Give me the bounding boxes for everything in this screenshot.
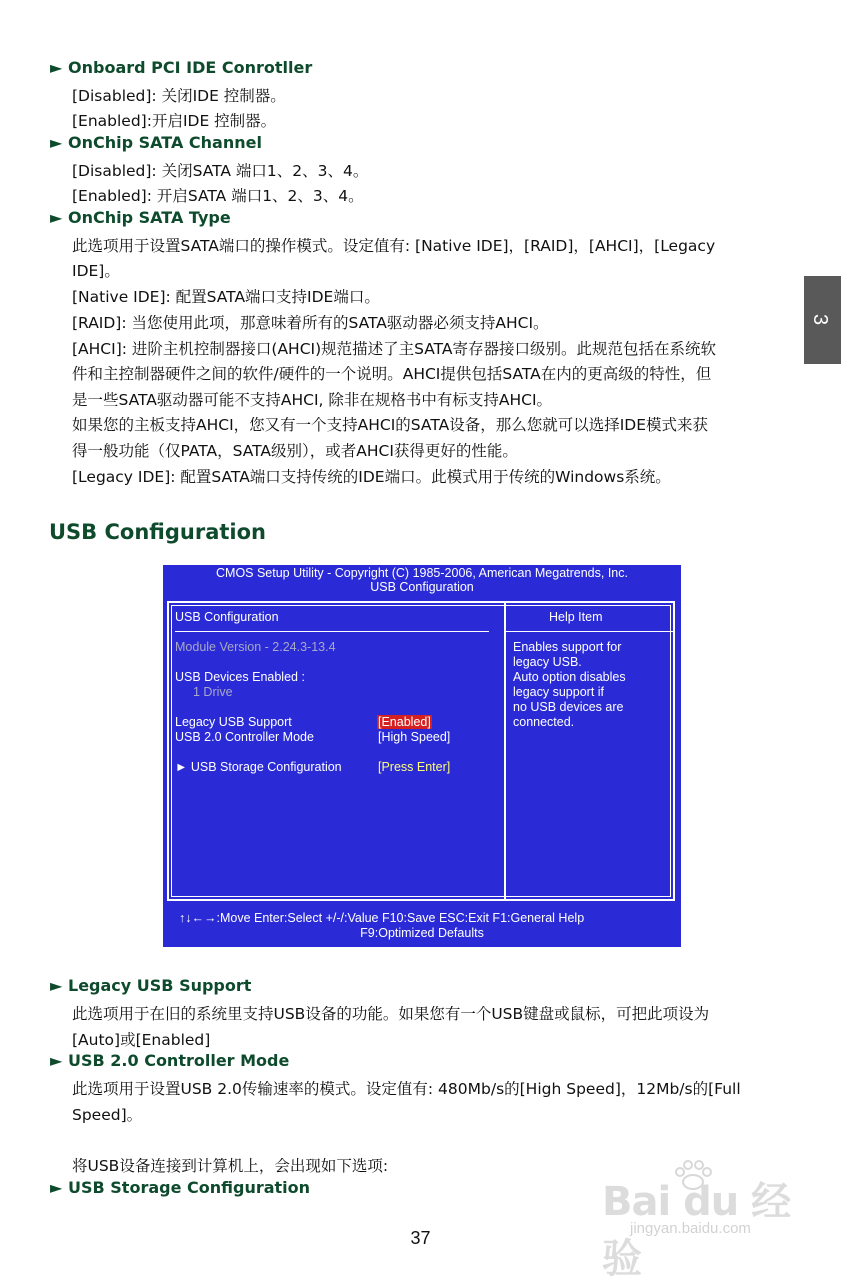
- bios-usb-storage-config[interactable]: ► USB Storage Configuration: [175, 760, 342, 774]
- page-number: 37: [410, 1228, 431, 1248]
- triangle-bullet-icon: ►: [50, 208, 63, 227]
- text-line: [Legacy IDE]: 配置SATA端口支持传统的IDE端口。此模式用于传统的Windows系统。: [72, 468, 671, 486]
- bios-title-underline: [175, 631, 489, 632]
- bios-help-line: legacy support if: [513, 685, 605, 699]
- bios-help-divider: [506, 631, 673, 632]
- text-line: [Native IDE]: 配置SATA端口支持IDE端口。: [72, 288, 380, 306]
- heading-usb-controller-mode: ► USB 2.0 Controller Mode: [50, 1051, 290, 1070]
- text-line: [Disabled]: 关闭IDE 控制器。: [72, 87, 286, 105]
- text-line: Speed]。: [72, 1106, 143, 1124]
- bios-help-line: legacy USB.: [513, 655, 582, 669]
- text-line: [RAID]: 当您使用此项，那意味着所有的SATA驱动器必须支持AHCI。: [72, 314, 549, 332]
- heading-legacy-usb-support: ► Legacy USB Support: [50, 976, 252, 995]
- heading-onboard-pci-ide: ► Onboard PCI IDE Conrotller: [50, 58, 313, 77]
- text-line: 如果您的主板支持AHCI，您又有一个支持AHCI的SATA设备，那么您就可以选择IDE模式来获: [72, 416, 709, 434]
- bios-module-version: Module Version - 2.24.3-13.4: [175, 640, 336, 654]
- text-line: 件和主控制器硬件之间的软件/硬件的一个说明。AHCI提供包括SATA在内的更高级的特性，但: [72, 365, 712, 383]
- text-line: [Disabled]: 关闭SATA 端口1、2、3、4。: [72, 162, 369, 180]
- text-line: 此选项用于设置SATA端口的操作模式。设定值有: [Native IDE]，[RAID]，[AHCI]，[Legacy: [72, 237, 716, 255]
- triangle-bullet-icon: ►: [50, 1051, 63, 1070]
- bios-header-title: USB Configuration: [370, 580, 474, 594]
- chapter-tab: [804, 276, 841, 364]
- bios-legacy-usb-value[interactable]: [Enabled]: [378, 715, 431, 729]
- text-line: [Enabled]: 开启SATA 端口1、2、3、4。: [72, 187, 364, 205]
- bios-footer-keys: ↑↓←→:Move Enter:Select +/-/:Value F10:Save ESC:Exit F1:General Help: [179, 911, 585, 925]
- bios-help-title: Help Item: [549, 610, 603, 624]
- text-line: [Auto]或[Enabled]: [72, 1031, 211, 1049]
- triangle-bullet-icon: ►: [50, 58, 63, 77]
- text-line: IDE]。: [72, 262, 120, 280]
- heading-usb-storage-configuration: ► USB Storage Configuration: [50, 1178, 311, 1197]
- bios-help-line: connected.: [513, 715, 575, 729]
- watermark-brand: Bai du 经验: [602, 1179, 791, 1282]
- bios-devices-label: USB Devices Enabled :: [175, 670, 305, 684]
- text-line: 是一些SATA驱动器可能不支持AHCI, 除非在规格书中有标支持AHCI。: [72, 391, 553, 409]
- bios-press-enter[interactable]: [Press Enter]: [378, 760, 451, 774]
- bios-help-line: Auto option disables: [513, 670, 626, 684]
- bios-controller-mode-value[interactable]: [High Speed]: [378, 730, 451, 744]
- text-line: 此选项用于在旧的系统里支持USB设备的功能。如果您有一个USB键盘或鼠标，可把此项设为: [72, 1005, 710, 1023]
- bios-footer-defaults: F9:Optimized Defaults: [360, 926, 484, 940]
- bios-devices-value: 1 Drive: [193, 685, 233, 699]
- triangle-bullet-icon: ►: [50, 976, 63, 995]
- section-title-usb-configuration: USB Configuration: [49, 520, 266, 544]
- bios-divider: [504, 601, 506, 901]
- triangle-bullet-icon: ►: [50, 1178, 63, 1197]
- text-line: 得一般功能（仅PATA，SATA级别），或者AHCI获得更好的性能。: [72, 442, 518, 460]
- chapter-number: 3: [809, 313, 832, 326]
- bios-help-line: no USB devices are: [513, 700, 624, 714]
- bios-controller-mode-label[interactable]: USB 2.0 Controller Mode: [175, 730, 314, 744]
- text-line: 此选项用于设置USB 2.0传输速率的模式。设定值有: 480Mb/s的[High Speed]，12Mb/s的[Full: [72, 1080, 741, 1098]
- bios-screenshot: [163, 565, 681, 947]
- bios-header-copyright: CMOS Setup Utility - Copyright (C) 1985-2006, American Megatrends, Inc.: [216, 566, 628, 580]
- watermark-url: jingyan.baidu.com: [630, 1220, 751, 1237]
- bios-help-line: Enables support for: [513, 640, 622, 654]
- text-line: [AHCI]: 进阶主机控制器接口(AHCI)规范描述了主SATA寄存器接口级别。此规范包括在系统软: [72, 340, 717, 358]
- triangle-bullet-icon: ►: [50, 133, 63, 152]
- text-line: 将USB设备连接到计算机上，会出现如下选项:: [72, 1157, 389, 1175]
- bios-panel-title: USB Configuration: [175, 610, 279, 624]
- heading-onchip-sata-type: ► OnChip SATA Type: [50, 208, 231, 227]
- text-line: [Enabled]:开启IDE 控制器。: [72, 112, 277, 130]
- heading-onchip-sata-channel: ► OnChip SATA Channel: [50, 133, 262, 152]
- bios-legacy-usb-label[interactable]: Legacy USB Support: [175, 715, 292, 729]
